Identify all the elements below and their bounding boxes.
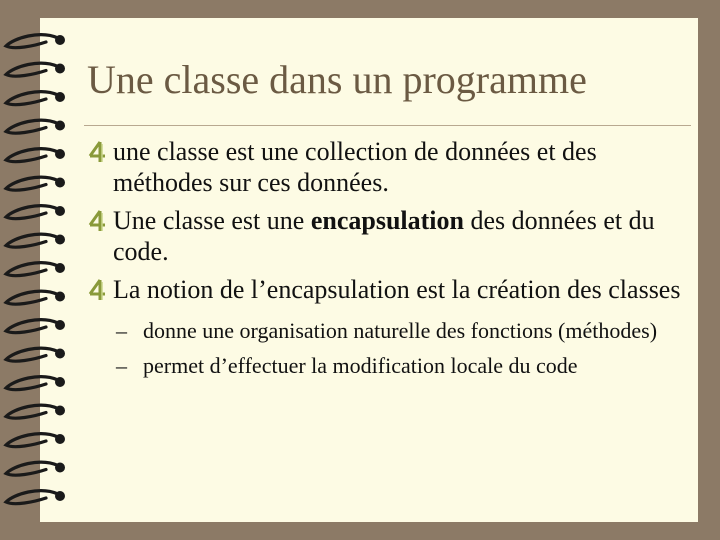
number-four-icon xyxy=(86,278,108,302)
sub-bullet-list xyxy=(86,317,686,379)
spiral-hole xyxy=(55,463,65,473)
spiral-ring xyxy=(6,434,58,447)
number-four-icon xyxy=(86,140,108,164)
bullet-text-post: des données et du code. xyxy=(113,206,655,266)
bullet-text-emphasis: encapsulation xyxy=(310,206,464,235)
spiral-hole xyxy=(55,349,65,359)
slide-title: Une classe dans un programme xyxy=(87,57,587,102)
title-divider xyxy=(84,125,691,126)
spiral-ring xyxy=(6,320,58,333)
spiral-hole xyxy=(55,178,65,188)
number-four-icon xyxy=(86,209,108,233)
spiral-hole xyxy=(55,434,65,444)
bullet-list xyxy=(86,136,686,387)
spiral-ring xyxy=(6,348,58,361)
spiral-hole xyxy=(55,491,65,501)
bullet-item xyxy=(86,205,686,267)
spiral-hole xyxy=(55,235,65,245)
sub-bullet-dash: – xyxy=(116,353,127,378)
spiral-hole xyxy=(55,206,65,216)
spiral-ring xyxy=(6,92,58,105)
spiral-hole xyxy=(55,121,65,131)
bullet-item xyxy=(86,136,686,198)
spiral-hole xyxy=(55,406,65,416)
sub-bullet-item xyxy=(116,352,686,379)
spiral-hole xyxy=(55,320,65,330)
spiral-ring xyxy=(6,263,58,276)
spiral-ring xyxy=(6,462,58,475)
spiral-hole xyxy=(55,92,65,102)
sub-bullet-text: permet d’effectuer la modification locale du code xyxy=(143,353,578,378)
sub-bullet-item xyxy=(116,317,686,344)
spiral-ring xyxy=(6,63,58,76)
bullet-text: La notion de l’encapsulation est la création des classes xyxy=(113,275,681,304)
spiral-ring xyxy=(6,149,58,162)
spiral-ring xyxy=(6,491,58,504)
spiral-hole xyxy=(55,149,65,159)
spiral-ring xyxy=(6,234,58,247)
sub-bullet-dash: – xyxy=(116,318,127,343)
spiral-hole xyxy=(55,35,65,45)
spiral-ring xyxy=(6,120,58,133)
spiral-binding-icon xyxy=(0,0,80,540)
bullet-item xyxy=(86,274,686,305)
spiral-ring xyxy=(6,35,58,48)
spiral-hole xyxy=(55,292,65,302)
spiral-ring xyxy=(6,405,58,418)
sub-bullet-text: donne une organisation naturelle des fonctions (méthodes) xyxy=(143,318,658,343)
spiral-ring xyxy=(6,377,58,390)
spiral-ring xyxy=(6,291,58,304)
spiral-hole xyxy=(55,263,65,273)
bullet-text-pre: Une classe est une xyxy=(113,206,311,235)
spiral-ring xyxy=(6,177,58,190)
bullet-text: une classe est une collection de données et des méthodes sur ces données. xyxy=(113,137,597,197)
spiral-hole xyxy=(55,64,65,74)
spiral-ring xyxy=(6,206,58,219)
spiral-hole xyxy=(55,377,65,387)
